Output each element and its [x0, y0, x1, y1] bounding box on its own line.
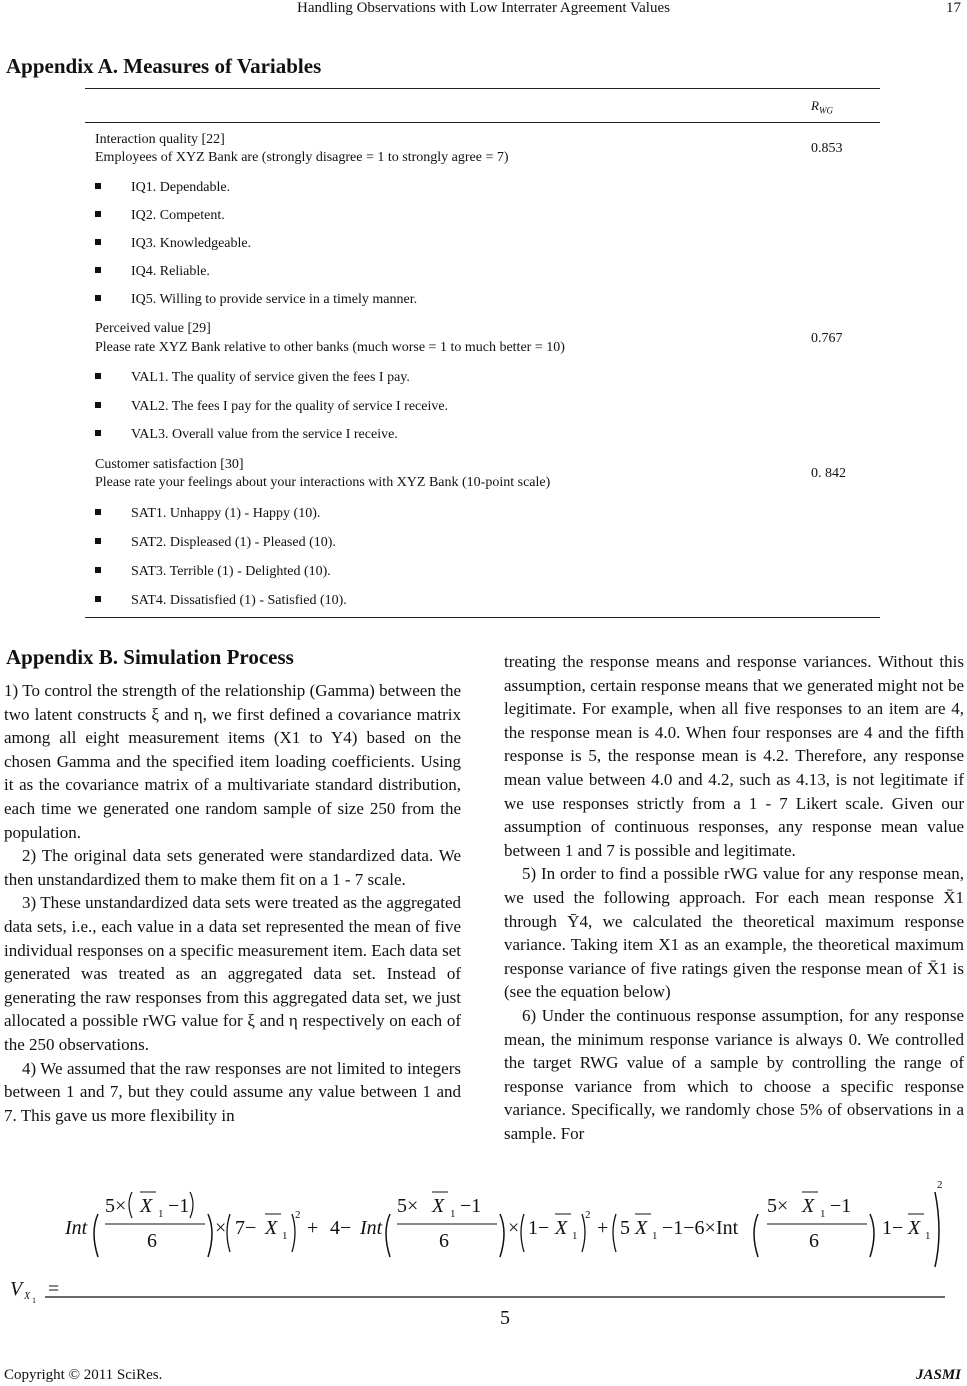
svg-text:5×: 5× — [105, 1195, 127, 1217]
svg-text:1−: 1− — [528, 1217, 550, 1239]
bullet-icon — [95, 567, 101, 573]
list-item: IQ1. Dependable. — [95, 180, 230, 196]
list-item: SAT4. Dissatisfied (1) - Satisfied (10). — [95, 593, 347, 609]
bullet-icon — [95, 402, 101, 408]
paragraph: 3) These unstandardized data sets were treated as the aggregated data sets, i.e., each value in a data set represented the mean of five individual responses on a specific measurement item. Each data set generated was treated as an aggregated data set. Instead of generating the raw responses from this aggregated data set, we just allocated a possible rWG value for ξ and η respectively on each of the 250 observations. — [4, 893, 461, 1054]
copyright: Copyright © 2011 SciRes. — [4, 1367, 163, 1383]
running-title: Handling Observations with Low Interrater Agreement Values — [297, 0, 670, 16]
svg-text:X: X — [635, 1217, 648, 1239]
svg-text:4−: 4− — [330, 1217, 352, 1239]
construct-prompt: Employees of XYZ Bank are (strongly disagree = 1 to strongly agree = 7) — [95, 150, 509, 165]
svg-text:2: 2 — [585, 1209, 591, 1221]
bullet-icon — [95, 267, 101, 273]
list-item: SAT2. Displeased (1) - Pleased (10). — [95, 535, 336, 551]
list-item: IQ2. Competent. — [95, 208, 225, 224]
svg-text:2: 2 — [295, 1209, 301, 1221]
table-top-rule — [85, 88, 880, 89]
paragraph: treating the response means and response variances. Without this assumption, certain response means that we generated might not be legitimate. For example, when all five responses to an item are 4, the response mean is 4.0. When four responses are 4 and the fifth response is 5, the response mean is 4.2. Therefore, any response mean value between 4.0 and 4.2, such as 4.13, is not legitimate if we use responses strictly from a 1 - 7 Likert scale. Given our assumption of continuous responses, any response mean value between 1 and 7 is possible and legitimate. — [504, 652, 964, 860]
svg-text:X: X — [802, 1195, 815, 1217]
table-bottom-rule — [85, 617, 880, 618]
bullet-icon — [95, 509, 101, 515]
svg-text:X: X — [24, 1291, 31, 1302]
svg-text:7−: 7− — [235, 1217, 257, 1239]
construct-name: Perceived value [29] — [95, 321, 211, 336]
svg-text:5×: 5× — [767, 1195, 789, 1217]
rwg-value: 0.853 — [811, 141, 843, 156]
bullet-icon — [95, 430, 101, 436]
paragraph: 4) We assumed that the raw responses are not limited to integers between 1 and 7, but they could assume any value between 1 and 7. This gave us more flexibility in — [4, 1058, 461, 1125]
svg-text:5: 5 — [620, 1217, 630, 1239]
paragraph: 5) In order to find a possible rWG value for any response mean, we used the following approach. For each mean response X̄1 through Ȳ4, we calculated the theoretical maximum response variance. Taking item X1 as an example, the theoretical maximum response variance of five ratings given the response mean of X̄1 is (see the equation below) — [504, 864, 964, 1002]
list-item: SAT1. Unhappy (1) - Happy (10). — [95, 506, 320, 522]
int-roman-label: Int — [716, 1217, 739, 1239]
construct-prompt: Please rate your feelings about your interactions with XYZ Bank (10-point scale) — [95, 475, 551, 490]
svg-text:Int: Int — [360, 1217, 383, 1239]
construct-name: Interaction quality [22] — [95, 132, 225, 147]
rwg-value: 0.767 — [811, 331, 843, 346]
table-header-rule — [85, 122, 880, 123]
construct-name: Customer satisfaction [30] — [95, 457, 244, 472]
left-column — [4, 679, 461, 1127]
page-number: 17 — [946, 0, 961, 16]
svg-text:×: × — [215, 1217, 227, 1239]
svg-text:5×: 5× — [397, 1195, 419, 1217]
paragraph: 2) The original data sets generated were standardized data. We then unstandardized them to make them fit on a 1 - 7 scale. — [4, 846, 461, 889]
svg-text:X: X — [908, 1217, 921, 1239]
list-item: VAL1. The quality of service given the fees I pay. — [95, 370, 410, 386]
list-item: IQ5. Willing to provide service in a timely manner. — [95, 292, 417, 308]
right-column — [504, 650, 964, 1145]
appendix-a-heading: Appendix A. Measures of Variables — [6, 54, 322, 78]
svg-text:X: X — [265, 1217, 278, 1239]
bullet-icon — [95, 538, 101, 544]
list-item: SAT3. Terrible (1) - Delighted (10). — [95, 564, 331, 580]
svg-text:1: 1 — [572, 1230, 578, 1242]
formula-denominator: 5 — [500, 1307, 510, 1329]
rwg-column-header: $R_{WG}$ — [811, 98, 833, 116]
rwg-value: 0. 842 — [811, 466, 846, 481]
int-label: Int — [65, 1217, 88, 1239]
formula-lhs: V — [10, 1278, 23, 1300]
construct-prompt: Please rate XYZ Bank relative to other banks (much worse = 1 to much better = 10) — [95, 340, 565, 355]
svg-text:−1: −1 — [460, 1195, 482, 1217]
svg-text:−1: −1 — [168, 1195, 190, 1217]
svg-text:−1−6×: −1−6× — [662, 1217, 716, 1239]
journal-name: JASMI — [915, 1367, 961, 1383]
svg-text:−1: −1 — [830, 1195, 852, 1217]
list-item: IQ3. Knowledgeable. — [95, 236, 251, 252]
svg-text:1: 1 — [652, 1230, 658, 1242]
svg-text:X: X — [555, 1217, 568, 1239]
list-item: VAL2. The fees I pay for the quality of service I receive. — [95, 399, 448, 415]
bullet-icon — [95, 295, 101, 301]
bullet-icon — [95, 211, 101, 217]
bullet-icon — [95, 596, 101, 602]
svg-text:1: 1 — [32, 1296, 36, 1305]
paragraph: 1) To control the strength of the relationship (Gamma) between the two latent constructs ξ and η, we first defined a covariance matrix among all eight measurement items (X1 to Y4) based on the chosen Gamma and the specified item loading coefficients. Using it as the covariance matrix of a multivariate standard distribution, each time we generated one random sample of size 250 from the population. — [4, 681, 461, 842]
svg-text:×: × — [508, 1217, 520, 1239]
svg-text:1: 1 — [158, 1208, 164, 1220]
svg-text:1−: 1− — [882, 1217, 904, 1239]
svg-text:+: + — [597, 1217, 609, 1239]
svg-text:6: 6 — [809, 1230, 819, 1252]
bullet-icon — [95, 183, 101, 189]
svg-text:1: 1 — [925, 1230, 931, 1242]
list-item: IQ4. Reliable. — [95, 264, 210, 280]
svg-text:6: 6 — [147, 1230, 157, 1252]
svg-text:+: + — [307, 1217, 319, 1239]
svg-text:1: 1 — [820, 1208, 826, 1220]
svg-text:=: = — [48, 1278, 60, 1300]
svg-text:1: 1 — [282, 1230, 288, 1242]
svg-text:2: 2 — [937, 1179, 943, 1191]
running-header — [0, 0, 967, 20]
variance-formula — [10, 1162, 955, 1332]
paragraph: 6) Under the continuous response assumption, for any response mean, the minimum response variance is always 0. We controlled the target RWG value of a sample by controlling the range of response variance from which to choose a specific response variance. Specifically, we randomly chose 5% of observations in a sample. For — [504, 1005, 964, 1143]
svg-text:1: 1 — [450, 1208, 456, 1220]
list-item: VAL3. Overall value from the service I receive. — [95, 427, 398, 443]
bullet-icon — [95, 373, 101, 379]
svg-text:X: X — [432, 1195, 445, 1217]
appendix-b-heading: Appendix B. Simulation Process — [6, 645, 294, 669]
bullet-icon — [95, 239, 101, 245]
svg-text:X: X — [140, 1195, 153, 1217]
svg-text:6: 6 — [439, 1230, 449, 1252]
